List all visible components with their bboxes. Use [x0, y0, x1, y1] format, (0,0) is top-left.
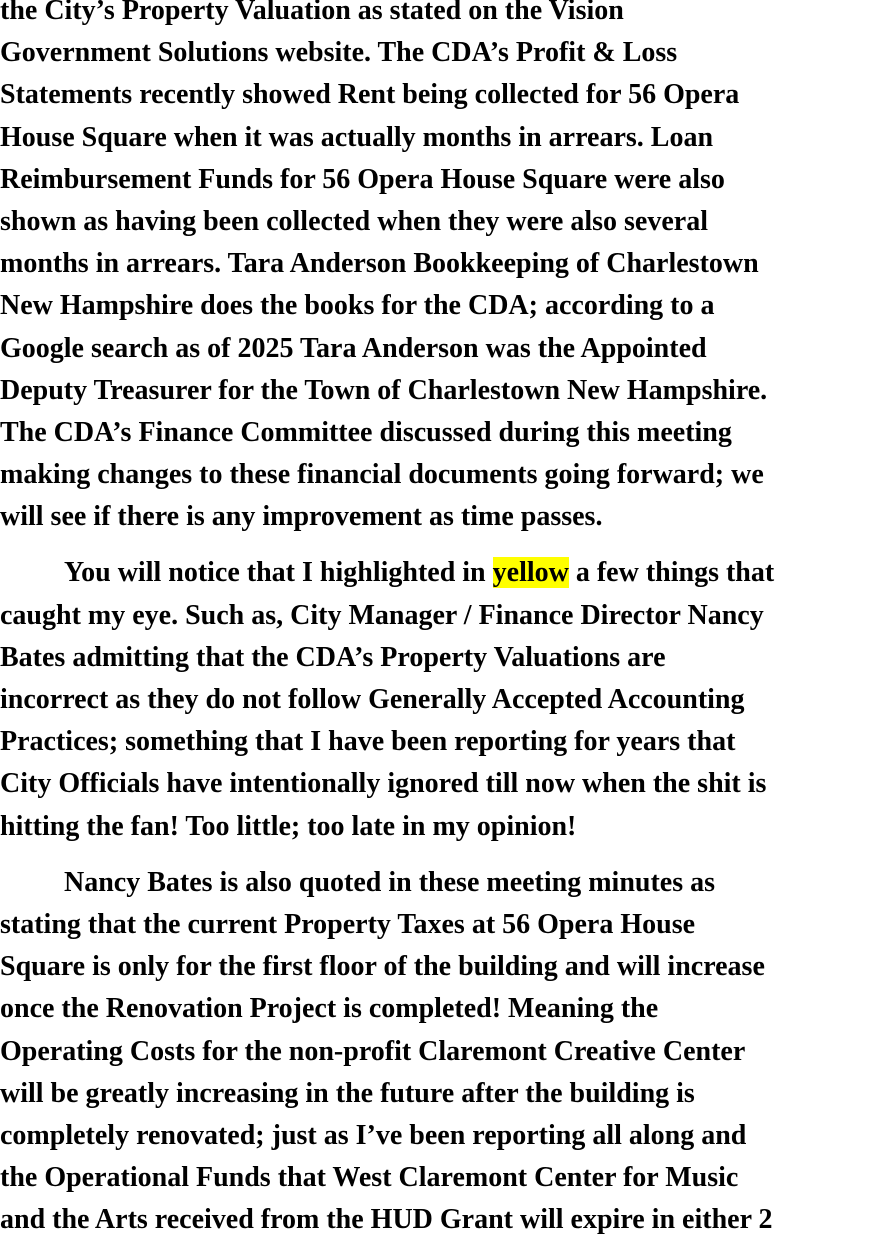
text-line: will see if there is any improvement as time passes. — [0, 501, 603, 533]
text-line-first: Nancy Bates is also quoted in these meeting minutes as — [64, 866, 716, 898]
paragraph-spacing — [0, 538, 880, 552]
text-line: shown as having been collected when they were also several — [0, 205, 708, 237]
text-line: Deputy Treasurer for the Town of Charlestown New Hampshire. — [0, 374, 768, 406]
text-line: House Square when it was actually months in arrears. Loan — [0, 121, 714, 153]
text-line: Bates admitting that the CDA’s Property Valuations are — [0, 641, 666, 673]
text-line: Reimbursement Funds for 56 Opera House Square were also — [0, 163, 725, 195]
paragraph-2 — [0, 552, 880, 847]
text-line: hitting the fan! Too little; too late in my opinion! — [0, 810, 577, 842]
text-line: Google search as of 2025 Tara Anderson was the Appointed — [0, 332, 707, 364]
text-line-first — [0, 552, 880, 594]
text-line: once the Renovation Project is completed! Meaning the — [0, 993, 659, 1025]
text-run: You will notice that I highlighted in — [64, 557, 493, 589]
text-line: Operating Costs for the non-profit Claremont Creative Center — [0, 1035, 746, 1067]
text-line: the City’s Property Valuation as stated on the Vision — [0, 0, 624, 26]
paragraph-1 — [0, 0, 880, 538]
text-line: months in arrears. Tara Anderson Bookkeeping of Charlestown — [0, 248, 759, 280]
text-line: making changes to these financial documents going forward; we — [0, 459, 764, 491]
text-line: The CDA’s Finance Committee discussed during this meeting — [0, 416, 732, 448]
paragraph-3 — [0, 862, 880, 1241]
text-line: will be greatly increasing in the future after the building is — [0, 1077, 695, 1109]
highlighted-word: yellow — [492, 557, 569, 589]
text-line: stating that the current Property Taxes at 56 Opera House — [0, 908, 696, 940]
text-line: caught my eye. Such as, City Manager / Finance Director Nancy — [0, 599, 764, 631]
text-run: a few things that — [568, 557, 775, 589]
text-line: completely renovated; just as I’ve been reporting all along and — [0, 1119, 747, 1151]
text-line: the Operational Funds that West Claremont Center for Music — [0, 1162, 739, 1194]
text-line: Square is only for the first floor of the building and will increase — [0, 951, 765, 983]
text-line: City Officials have intentionally ignored till now when the shit is — [0, 768, 767, 800]
text-line: Government Solutions website. The CDA’s Profit & Loss — [0, 37, 678, 69]
text-line: Practices; something that I have been reporting for years that — [0, 726, 736, 758]
text-line: New Hampshire does the books for the CDA; according to a — [0, 290, 715, 322]
text-line: Statements recently showed Rent being collected for 56 Opera — [0, 79, 740, 111]
paragraph-spacing — [0, 848, 880, 862]
text-line: incorrect as they do not follow Generally Accepted Accounting — [0, 684, 745, 715]
text-line: and the Arts received from the HUD Grant will expire in either 2 — [0, 1204, 773, 1236]
